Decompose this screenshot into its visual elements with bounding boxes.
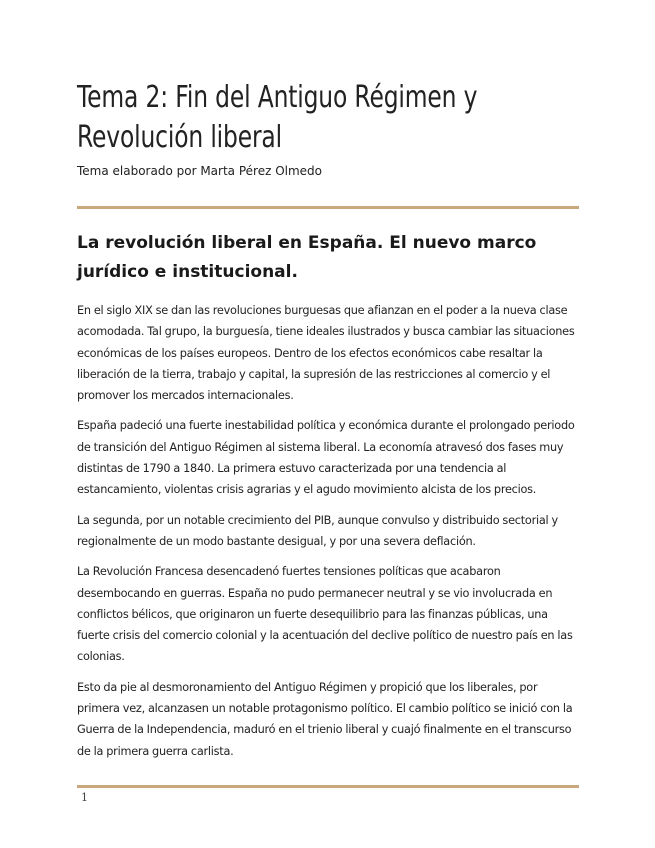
paragraph-1: En el siglo XIX se dan las revoluciones burguesas que afianzan en el poder a la nueva clase acomodada. Tal grupo, la burguesía, tiene ideales ilustrados y busca cambiar las situaciones económicas de los países europeos. Dentro de los efectos económicos cabe resaltar la liberación de la tierra, trabajo y capital, la supresión de las restricciones al comercio y el promover los mercados internacionales. — [77, 304, 575, 403]
paragraph-5: Esto da pie al desmoronamiento del Antiguo Régimen y propició que los liberales, por primera vez, alcanzasen un notable protagonismo político. El cambio político se inició con la Guerra de la Independencia, maduró en el trienio liberal y cuajó finalmente en el transcurso de la primera guerra carlista. — [77, 680, 573, 758]
body-text — [77, 300, 577, 771]
paragraph-4: La Revolución Francesa desencadenó fuertes tensiones políticas que acabaron desembocando en guerras. España no pudo permanecer neutral y se vio involucrada en conflictos bélicos, que originaron un fuerte desequilibrio para las finanzas públicas, una fuerte crisis del comercio colonial y la acentuación del declive político de nuestro país en las colonias. — [77, 565, 573, 664]
top-divider — [77, 206, 579, 209]
bottom-divider — [77, 785, 579, 788]
page-number: 1 — [81, 791, 88, 804]
author-line: Tema elaborado por Marta Pérez Olmedo — [77, 164, 323, 178]
paragraph-3: La segunda, por un notable crecimiento del PIB, aunque convulso y distribuido sectorial y regionalmente de un modo bastante desigual, y por una severa deflación. — [77, 513, 558, 548]
paragraph-2: España padeció una fuerte inestabilidad política y económica durante el prolongado periodo de transición del Antiguo Régimen al sistema liberal. La economía atravesó dos fases muy distintas de 1790 a 1840. La primera estuvo caracterizada por una tendencia al estancamiento, violentas crisis agrarias y el agudo movimiento alcista de los precios. — [77, 419, 575, 497]
page-title: Tema 2: Fin del Antiguo Régimen y Revolución liberal — [77, 80, 478, 155]
section-heading: La revolución liberal en España. El nuevo marco jurídico e institucional. — [77, 233, 537, 282]
